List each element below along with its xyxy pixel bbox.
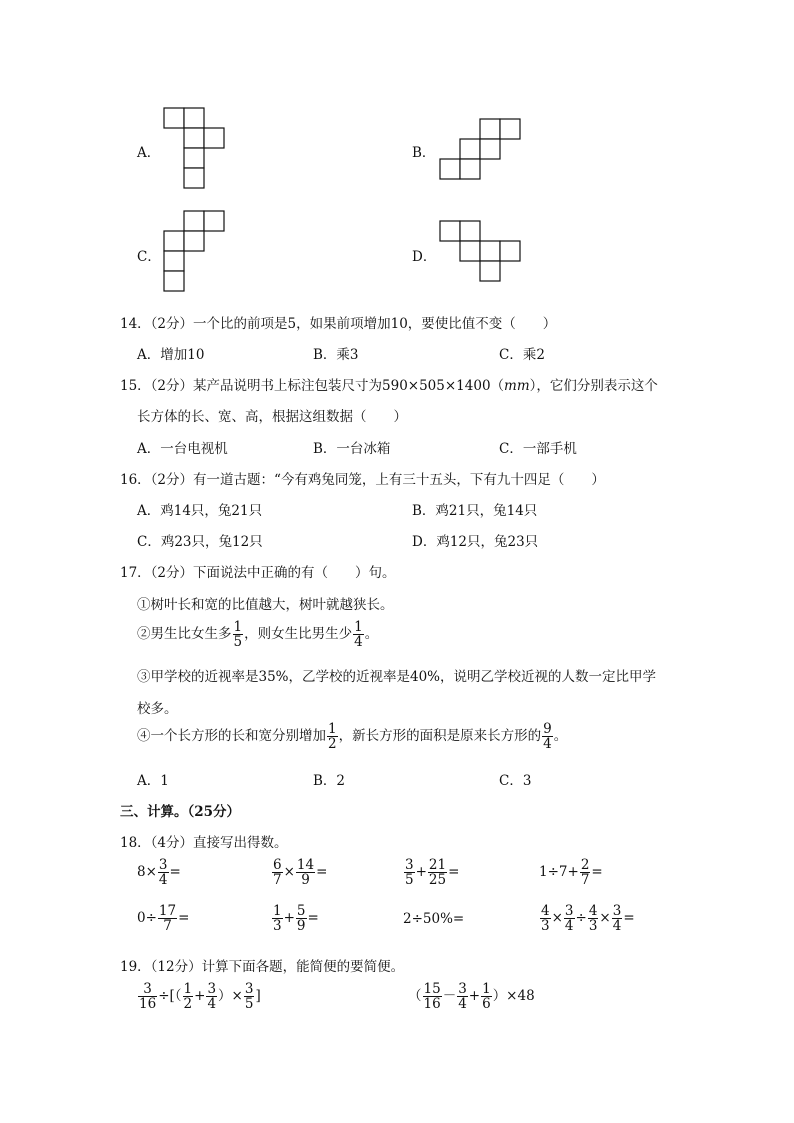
q18-expr-7: 2÷50%=	[403, 911, 465, 927]
q15-stem: 15．（2分）某产品说明书上标注包装尺寸为590×505×1400（mm），它们分别表示这个	[120, 378, 658, 394]
cube-net-b	[436, 116, 526, 180]
q16-stem: 16．（2分）有一道古题：“今有鸡兔同笼，上有三十五头，下有九十四足（ ）	[120, 472, 605, 488]
cube-net-c	[160, 208, 230, 298]
q17-statement-3-line1: ③甲学校的近视率是35%，乙学校的近视率是40%，说明乙学校近视的人数一定比甲学	[137, 669, 657, 685]
q16-option-c: C．鸡23只，兔12只	[137, 534, 263, 550]
q17-statement-4: ④一个长方形的长和宽分别增加 $\frac{1}{2}$ ，新长方形的面积是原来长方形的 $\frac{9}{4}$ 。	[137, 721, 568, 753]
q17-statement-1: ①树叶长和宽的比值越大，树叶就越狭长。	[137, 597, 394, 613]
fraction: $\frac{4}{3}$	[541, 903, 550, 935]
q18-expr-8: $\frac{4}{3}$ × $\frac{3}{4}$ ÷ $\frac{4}{3}$ × $\frac{3}{4}$ =	[541, 903, 635, 935]
fraction: $\frac{17}{7}$	[158, 903, 177, 935]
fraction: $\frac{3}{5}$	[244, 981, 254, 1013]
fraction: $\frac{1}{6}$	[482, 981, 491, 1013]
q18-expr-3: $\frac{3}{5}$ + $\frac{21}{25}$ =	[405, 857, 460, 889]
q17-option-a: A．1	[137, 773, 169, 789]
q17-option-c: C．3	[499, 773, 532, 789]
section-title: 三、计算。（25分）	[120, 804, 241, 820]
q17-statement-2: ②男生比女生多 $\frac{1}{5}$ ，则女生比男生少 $\frac{1}{4}$ 。	[137, 619, 379, 651]
q18-expr-4: 1÷7+ $\frac{2}{7}$ =	[539, 857, 603, 889]
q14-option-c: C．乘2	[499, 347, 545, 363]
option-d-label: D．	[412, 249, 437, 265]
fraction: $\frac{15}{16}$	[423, 981, 441, 1013]
fraction: $\frac{3}{4}$	[158, 857, 168, 889]
fraction: $\frac{3}{4}$	[612, 903, 622, 935]
q14-stem: 14．（2分）一个比的前项是5，如果前项增加10，要使比值不变（ ）	[120, 316, 557, 332]
option-a-label: A．	[137, 145, 161, 161]
fraction: $\frac{3}{4}$	[207, 981, 217, 1013]
fraction: $\frac{1}{4}$	[354, 619, 363, 651]
option-b-label: B．	[412, 145, 436, 161]
q15-option-c: C．一部手机	[499, 441, 577, 457]
q18-stem: 18．（4分）直接写出得数。	[120, 835, 288, 851]
fraction: $\frac{4}{3}$	[588, 903, 598, 935]
q18-expr-1: 8× $\frac{3}{4}$ =	[137, 857, 181, 889]
q18-expr-2: $\frac{6}{7}$ × $\frac{14}{9}$ =	[273, 857, 328, 889]
q16-option-b: B．鸡21只，兔14只	[412, 503, 538, 519]
q19-problem-1: $\frac{3}{16}$ ÷[（ $\frac{1}{2}$ + $\frac{3}{4}$ ）× $\frac{3}{5}$ ]	[139, 981, 261, 1013]
q19-stem: 19．（12分）计算下面各题，能简便的要简便。	[120, 959, 405, 975]
fraction: $\frac{9}{4}$	[543, 721, 552, 753]
q15-option-a: A．一台电视机	[137, 441, 228, 457]
q16-option-a: A．鸡14只，兔21只	[137, 503, 263, 519]
q14-option-a: A．增加10	[137, 347, 205, 363]
fraction: $\frac{2}{7}$	[580, 857, 590, 889]
cube-net-a	[160, 104, 230, 194]
q17-stem: 17．（2分）下面说法中正确的有（ ）句。	[120, 565, 396, 581]
q17-option-b: B．2	[313, 773, 346, 789]
fraction: $\frac{3}{4}$	[564, 903, 574, 935]
fraction: $\frac{1}{2}$	[183, 981, 193, 1013]
fraction: $\frac{21}{25}$	[428, 857, 447, 889]
q18-expr-5: 0÷ $\frac{17}{7}$ =	[137, 903, 190, 935]
fraction: $\frac{1}{2}$	[328, 721, 337, 753]
cube-net-d	[436, 218, 526, 284]
option-c-label: C．	[137, 249, 161, 265]
q15-stem-line2: 长方体的长、宽、高，根据这组数据（ ）	[137, 409, 407, 425]
fraction: $\frac{3}{16}$	[139, 981, 157, 1013]
fraction: $\frac{1}{3}$	[273, 903, 282, 935]
q16-option-d: D．鸡12只，兔23只	[412, 534, 539, 550]
fraction: $\frac{14}{9}$	[296, 857, 315, 889]
q14-option-b: B．乘3	[313, 347, 359, 363]
fraction: $\frac{3}{5}$	[405, 857, 414, 889]
q17-statement-3-line2: 校多。	[137, 701, 178, 717]
q19-problem-2: （ $\frac{15}{16}$ － $\frac{3}{4}$ + $\frac{1}{6}$ ）×48	[408, 981, 535, 1013]
fraction: $\frac{3}{4}$	[458, 981, 467, 1013]
q18-expr-6: $\frac{1}{3}$ + $\frac{5}{9}$ =	[273, 903, 319, 935]
fraction: $\frac{1}{5}$	[233, 619, 243, 651]
q15-option-b: B．一台冰箱	[313, 441, 391, 457]
q15-unit: mm	[504, 378, 530, 394]
fraction: $\frac{5}{9}$	[296, 903, 306, 935]
fraction: $\frac{6}{7}$	[273, 857, 282, 889]
